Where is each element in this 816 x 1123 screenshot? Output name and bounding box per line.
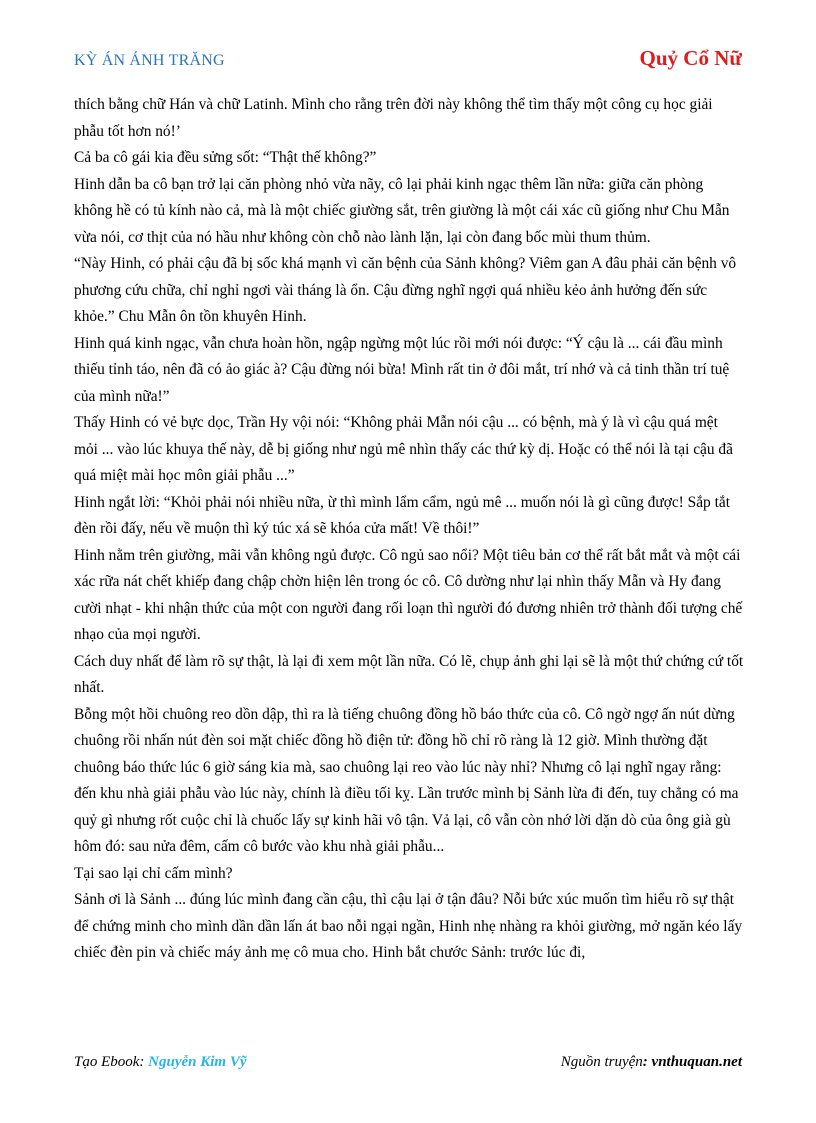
paragraph: thích bằng chữ Hán và chữ Latinh. Mình cho rằng trên đời này không thể tìm thấy một công cụ học giải phẫu tốt hơn nó!’ [74,96,713,140]
page-footer [74,1054,742,1078]
paragraph: Sảnh ơi là Sảnh ... đúng lúc mình đang cần cậu, thì cậu lại ở tận đâu? Nỗi bức xúc muốn tìm hiểu rõ sự thật để chứng minh cho mình dần dần lấn át bao nỗi ngại ngần, Hinh nhẹ nhàng ra khỏi giường, mở ngăn kéo lấy chiếc đèn pin và chiếc máy ảnh mẹ cô mua cho. Hinh bắt chước Sảnh: trước lúc đi, [74,891,743,961]
ebook-label: Tạo Ebook [74,1054,140,1070]
paragraph: Hinh nằm trên giường, mãi vẫn không ngủ được. Cô ngủ sao nổi? Một tiêu bản cơ thể rất bắt mắt và một cái xác rữa nát chết khiếp đang chập chờn hiện lên trong óc cô. Cô dường như lại nhìn thấy Mẫn và Hy đang cười nhạt - khi nhận thức của một con người đang rối loạn thì người đó đương nhiên trở thành đối tượng chế nhạo của mọi người. [74,546,743,643]
source-label: Nguồn truyện [560,1054,643,1070]
ebook-separator: : [139,1054,149,1070]
paragraph: Hinh ngắt lời: “Khỏi phải nói nhiều nữa, ừ thì mình lẩm cẩm, ngủ mê ... muốn nói là gì cũng được! Sắp tắt đèn rồi đấy, nếu về muộn thì ký túc xá sẽ khóa cửa mất! Về thôi!” [74,493,730,537]
source-site: vnthuquan.net [651,1054,742,1070]
ebook-credit [74,1054,247,1071]
paragraph: Hinh quá kinh ngạc, vẫn chưa hoàn hồn, ngập ngừng một lúc rồi mới nói được: “Ý cậu là ... cái đầu mình thiếu tỉnh táo, nên đã có ảo giác à? Cậu đừng nói bừa! Mình rất tin ở đôi mắt, trí nhớ và cả tinh thần trí tuệ của mình nữa!” [74,334,730,405]
source-separator: : [642,1054,652,1070]
source-credit [561,1054,742,1071]
paragraph: Cách duy nhất để làm rõ sự thật, là lại đi xem một lần nữa. Có lẽ, chụp ảnh ghi lại sẽ là một thứ chứng cứ tốt nhất. [74,652,744,696]
paragraph: Thấy Hinh có vẻ bực dọc, Trần Hy vội nói: “Không phải Mẫn nói cậu ... có bệnh, mà ý là vì cậu quá mệt mỏi ... vào lúc khuya thế này, dễ bị giống như ngủ mê nhìn thấy các thứ kỳ dị. Hoặc có thể nói là tại cậu đã quá miệt mài học môn giải phẫu ...” [74,414,733,484]
book-title: KỲ ÁN ÁNH TRĂNG [74,52,225,69]
paragraph: “Này Hinh, có phải cậu đã bị sốc khá mạnh vì căn bệnh của Sảnh không? Viêm gan A đâu phải căn bệnh vô phương cứu chữa, chỉ nghỉ ngơi vài tháng là ổn. Cậu đừng nghĩ ngợi quá nhiều kẻo ảnh hưởng đến sức khỏe.” Chu Mẫn ôn tồn khuyên Hinh. [74,255,737,325]
paragraph: Hinh dẫn ba cô bạn trở lại căn phòng nhỏ vừa nãy, cô lại phải kinh ngạc thêm lần nữa: giữa căn phòng không hề có tủ kính nào cả, mà là một chiếc giường sắt, trên giường là một cái xác cũ giống như Chu Mẫn vừa nói, cơ thịt của nó hầu như không còn chỗ nào lành lặn, lại còn đang bốc mùi thum thủm. [74,175,730,246]
paragraph: Bỗng một hồi chuông reo dồn dập, thì ra là tiếng chuông đồng hồ báo thức của cô. Cô ngờ ngợ ấn nút dừng chuông rồi nhấn nút đèn soi mặt chiếc đồng hồ điện tử: đồng hồ chỉ rõ ràng là 12 giờ. Mình thường đặt chuông báo thức lúc 6 giờ sáng kia mà, sao chuông lại reo vào lúc này nhỉ? Nhưng cô lại nghĩ ngay rằng: đến khu nhà giải phẫu vào lúc này, chính là điều tối kỵ. Lần trước mình bị Sảnh lừa đi đến, tuy chẳng có ma quỷ gì nhưng rốt cuộc chỉ là chuốc lấy sự kinh hãi vô tận. Vả lại, cô vẫn còn nhớ lời dặn dò của ông già gù hôm đó: sau nửa đêm, cấm cô bước vào khu nhà giải phẫu... [74,705,739,855]
ebook-creator-name: Nguyễn Kim Vỹ [148,1054,247,1070]
page-header [74,46,742,78]
paragraph: Tại sao lại chỉ cấm mình? [74,864,233,882]
author-name: Quỷ Cổ Nữ [639,46,742,70]
paragraph: Cả ba cô gái kia đều sửng sốt: “Thật thế không?” [74,149,377,166]
page-content [74,92,744,967]
